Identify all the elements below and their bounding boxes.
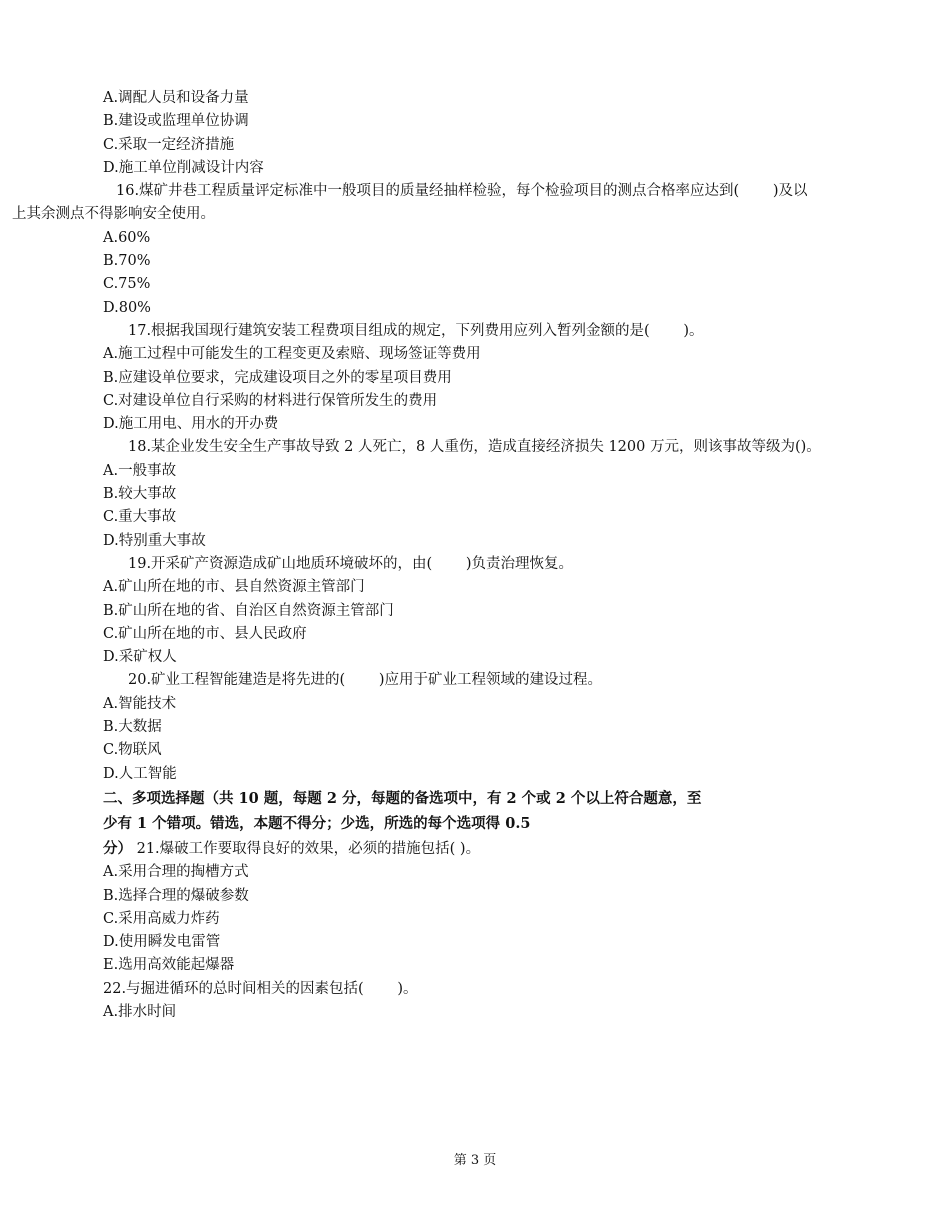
question-20: 20.矿业工程智能建造是将先进的( )应用于矿业工程领域的建设过程。 [128,672,602,689]
option-line: C.矿山所在地的市、县人民政府 [103,625,307,642]
option-line: D.采矿权人 [103,649,177,666]
option-line: B.70% [103,253,151,270]
option-line: D.人工智能 [103,765,177,782]
question-19: 19.开采矿产资源造成矿山地质环境破坏的，由( )负责治理恢复。 [128,555,573,572]
option-line: B.大数据 [103,719,162,736]
option-line: D.施工单位削减设计内容 [103,159,264,176]
section-heading-end: 分） [103,839,132,857]
option-line: A.调配人员和设备力量 [103,90,249,106]
option-line: B.建设或监理单位协调 [103,113,249,130]
page-number: 第 3 页 [453,1153,497,1168]
question-17: 17.根据我国现行建筑安装工程费项目组成的规定，下列费用应列入暂列金额的是( )。 [128,322,704,339]
question-21: 21.爆破工作要取得良好的效果，必须的措施包括( )。 [132,840,481,857]
option-line: C.重大事故 [103,509,177,526]
question-22: 22.与掘进循环的总时间相关的因素包括( )。 [103,980,418,997]
page-content [12,87,885,1024]
question-18: 18.某企业发生安全生产事故导致 2 人死亡，8 人重伤，造成直接经济损失 1200 万元，则该事故等级为()。 [128,439,821,456]
option-line: A.采用合理的掏槽方式 [103,864,249,881]
option-line: B.较大事故 [103,486,177,503]
option-line: D.使用瞬发电雷管 [103,934,221,951]
option-line: B.矿山所在地的省、自治区自然资源主管部门 [103,602,394,619]
option-line: C.采取一定经济措施 [103,136,235,153]
option-line: C.75% [103,276,151,293]
option-line: A.智能技术 [103,695,177,712]
section-heading-line-1: 二、多项选择题（共 10 题，每题 2 分，每题的备选项中，有 2 个或 2 个以上符合题意，至 [103,789,702,807]
option-line: D.施工用电、用水的开办费 [103,416,279,433]
option-line: B.选择合理的爆破参数 [103,887,249,904]
question-continuation: 上其余测点不得影响安全使用。 [12,206,215,223]
option-line: B.应建设单位要求，完成建设项目之外的零星项目费用 [103,369,452,386]
option-line: A.矿山所在地的市、县自然资源主管部门 [103,579,365,596]
option-line: C.采用高威力炸药 [103,910,220,927]
option-line: C.对建设单位自行采购的材料进行保管所发生的费用 [103,392,438,409]
question-16 [12,180,885,227]
option-line: A.一般事故 [103,462,177,479]
option-line: A.排水时间 [103,1003,177,1020]
option-line: C.物联风 [103,742,162,759]
option-line: A.60% [103,229,151,246]
section-heading-line-2: 少有 1 个错项。错选，本题不得分；少选，所选的每个选项得 0.5 [103,815,531,833]
section-heading-line-3 [70,837,885,861]
option-line: D.特别重大事故 [103,532,206,549]
question-text: 16.煤矿井巷工程质量评定标准中一般项目的质量经抽样检验，每个检验项目的测点合格率应达到( )及以 [116,183,808,200]
option-line: E.选用高效能起爆器 [103,957,235,974]
option-line: D.80% [103,299,151,316]
option-line: A.施工过程中可能发生的工程变更及索赔、现场签证等费用 [103,346,481,363]
